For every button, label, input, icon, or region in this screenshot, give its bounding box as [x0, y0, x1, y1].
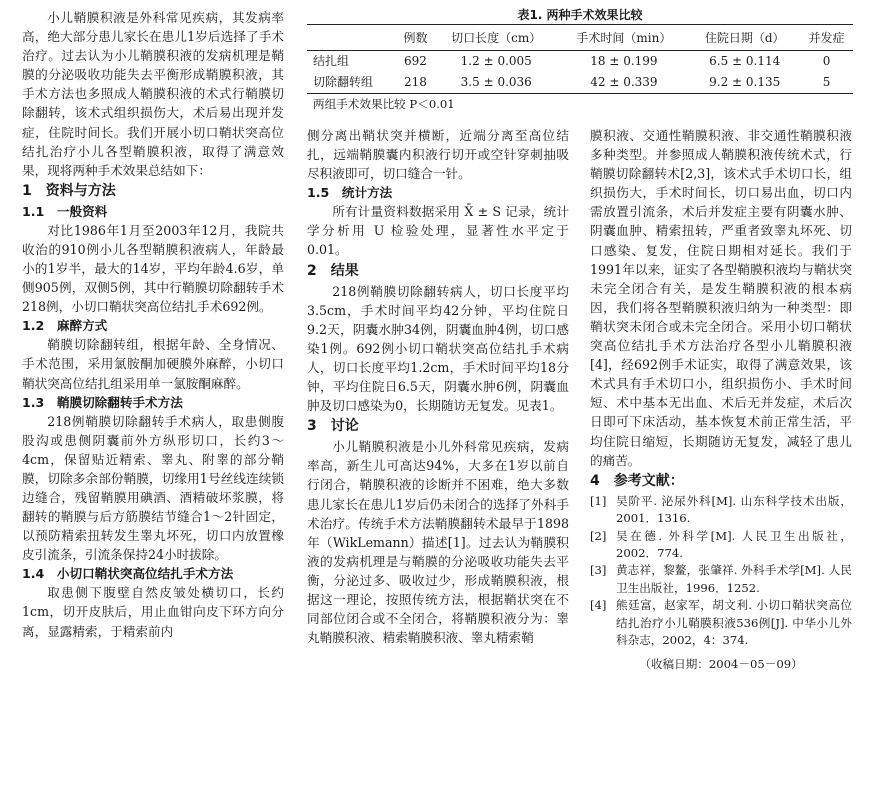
table-header-cell [307, 25, 397, 51]
reference-item [590, 597, 852, 649]
table-header-cell: 手术时间（min） [558, 25, 689, 51]
received-date: （收稿日期：2004－05－09） [639, 657, 803, 672]
table-cell: 0 [822, 54, 831, 68]
reference-item [590, 528, 852, 563]
section-1-5-heading: 1.5 统计方法 [307, 185, 393, 201]
table-cell: 6.5 ± 0.114 [709, 54, 781, 68]
section-1-heading: 1 资料与方法 [22, 182, 116, 199]
reference-number: [3] [590, 563, 607, 578]
table-cell: 结扎组 [313, 54, 350, 68]
reference-text: 吴在德. 外科学[M]. 人民卫生出版社，2002．774. [616, 528, 852, 560]
table-header-cell: 切口长度（cm） [434, 25, 558, 51]
section-1-4-text: 取患侧下腹壁自然皮皱处横切口，长约1cm，切开皮肤后，用止血钳向皮下环方向分离，显露精索，于精索前内 [22, 585, 284, 639]
table-cell: 18 ± 0.199 [590, 54, 658, 68]
reference-text: 熊廷富，赵家军，胡文利. 小切口鞘状突高位结扎治疗小儿鞘膜积液536例[J]. 中华小儿外科杂志，2002，4：374. [616, 598, 852, 647]
results-table-block [307, 6, 853, 112]
table-header-cell: 住院日期（d） [689, 25, 800, 51]
table-note: 两组手术效果比较 P＜0.01 [313, 97, 455, 111]
reference-number: [2] [590, 528, 607, 543]
intro-paragraph: 小儿鞘膜积液是外科常见疾病，其发病率高，绝大部分患儿家长在患儿1岁后选择了手术治疗。过去认为小儿鞘膜积液的发病机理是鞘膜的分泌吸收功能失去平衡形成鞘膜积液，其手术方法也多照成人鞘膜积液的术式行鞘膜切除翻转，该术式组织损伤大，术后易出现并发症，住院时间长。我们开展小切口鞘状突高位结扎治疗小儿各型鞘膜积液，取得了满意效果，现将两种手术效果总结如下： [22, 10, 284, 178]
column-right [590, 126, 852, 674]
table-cell: 3.5 ± 0.036 [434, 72, 558, 94]
section-1-5-text: 所有计量资料数据采用 X̄ ± S 记录，统计学分析用 U 检验处理，显著性水平定于 0.01。 [307, 204, 569, 258]
table-row [307, 72, 853, 94]
reference-number: [1] [590, 493, 607, 508]
reference-item [590, 562, 852, 597]
section-1-3-text: 218例鞘膜切除翻转手术病人，取患侧腹股沟或患侧阴囊前外方纵形切口，长约3～4cm，保留贴近精索、睾丸、附睾的部分鞘膜，切除多余部份鞘膜，切缘用1号丝线连续锁边缝合，残留鞘膜用碘酒、酒精破坏浆膜，将翻转的鞘膜与后方筋膜结节缝合1～2针固定，以预防精索扭转发生睾丸坏死，切口内放置橡皮引流条，引流条保持24小时拔除。 [22, 413, 284, 563]
table-cell: 42 ± 0.339 [558, 72, 689, 94]
reference-text: 吴阶平. 泌尿外科[M]. 山东科学技术出版，2001．1316. [616, 493, 852, 526]
section-1-2-heading: 1.2 麻醉方式 [22, 318, 108, 334]
reference-list [590, 493, 852, 650]
table-cell: 218 [397, 72, 434, 94]
table-cell: 5 [800, 72, 853, 94]
section-3-continuation: 膜积液、交通性鞘膜积液、非交通性鞘膜积液多种类型。并参照成人鞘膜积液传统术式，行鞘膜切除翻转术[2,3]，该术式手术切口长，组织损伤大，手术时间长，切口易出血，切口内需放置引流条，术后并发症主要有阴囊水肿、阴囊血肿、精索扭转，严重者致睾丸坏死、切口感染、复发，住院日期相对延长。我们于1991年以来，证实了各型鞘膜积液均与鞘状突未完全闭合有关，是发生鞘膜积液的根本病因，我们将各型鞘膜积液归纳为一种类型：即鞘状突未闭合或未完全闭合。采用小切口鞘状突高位结扎手术方法治疗各型小儿鞘膜积液[4]，经692例手术证实，取得了满意效果，该术式具有手术切口小，组织损伤小、手术时间短、术中基本无出血、术后无并发症，术后次日即可下床活动，基本恢复术前正常生活，平均住院日缩短，长期随访无复发，减轻了患儿的痛苦。 [590, 128, 852, 468]
section-3-heading: 3 讨论 [307, 418, 359, 435]
table-header-row [307, 25, 853, 51]
table-row [307, 51, 853, 73]
section-1-2-text: 鞘膜切除翻转组，根据年龄、全身情况、手术范围，采用氯胺酮加硬膜外麻醉，小切口鞘状突高位结扎组采用单一氯胺酮麻醉。 [22, 337, 284, 391]
section-4-heading: 4 参考文献： [590, 472, 684, 489]
table-header-cell: 例数 [397, 25, 434, 51]
section-2-text: 218例鞘膜切除翻转病人，切口长度平均3.5cm，手术时间平均42分钟，平均住院日9.2天，阴囊水肿34例，阴囊血肿4例，切口感染1例。692例小切口鞘状突高位结扎手术病人，切口长度平均1.2cm，手术时间平均18分钟，平均住院日6.5天，阴囊水肿6例，阴囊血肿及切口感染为0，长期随访无复发。见表1。 [307, 283, 569, 414]
section-1-4-continuation: 侧分离出鞘状突并横断，近端分离至高位结扎，远端鞘膜囊内积液行切开或空针穿刺抽吸尽积液即可，切口缝合一针。 [307, 128, 569, 182]
results-table [307, 24, 853, 94]
section-2-heading: 2 结果 [307, 262, 359, 279]
table-cell: 9.2 ± 0.135 [689, 72, 800, 94]
section-1-1-text: 对比1986年1月至2003年12月，我院共收治的910例小儿各型鞘膜积液病人，年龄最小的1岁半，最大的14岁，平均年龄4.6岁，单侧905例，双侧5例，其中行鞘膜切除翻转手术218例，小切口鞘状突高位结扎手术692例。 [22, 222, 284, 315]
table-cell: 692 [404, 54, 427, 68]
reference-item [590, 493, 852, 528]
section-1-3-heading: 1.3 鞘膜切除翻转手术方法 [22, 394, 183, 410]
table-cell: 切除翻转组 [307, 72, 397, 94]
table-cell: 1.2 ± 0.005 [460, 54, 532, 68]
section-3-text: 小儿鞘膜积液是小儿外科常见疾病，发病率高，新生儿可高达94%，大多在1岁以前自行闭合，鞘膜积液的诊断并不困难，绝大多数患儿家长在患儿1岁后仍未闭合的选择了外科手术治疗。传统手术方法鞘膜翻转术最早于1898年（WikLemann）描述[1]。过去认为鞘膜积液的发病机理是与鞘膜的分泌吸收功能失去平衡，分泌过多、吸收过少，形成鞘膜积液，根据这一理论，按照传统方法，根据鞘状突在不同部位闭合或不全闭合，将鞘膜积液分为：睾丸鞘膜积液、精索鞘膜积液、睾丸精索鞘 [307, 439, 569, 646]
table-caption: 表1. 两种手术效果比较 [517, 8, 643, 22]
column-left [22, 8, 284, 641]
table-header-cell: 并发症 [800, 25, 853, 51]
column-middle [307, 126, 569, 647]
reference-number: [4] [590, 598, 607, 613]
section-1-4-heading: 1.4 小切口鞘状突高位结扎手术方法 [22, 566, 234, 582]
section-1-1-heading: 1.1 一般资料 [22, 203, 108, 219]
reference-text: 黄志祥，黎鳌，张肇祥. 外科手术学[M]. 人民卫生出版社，1996．1252. [616, 563, 852, 595]
